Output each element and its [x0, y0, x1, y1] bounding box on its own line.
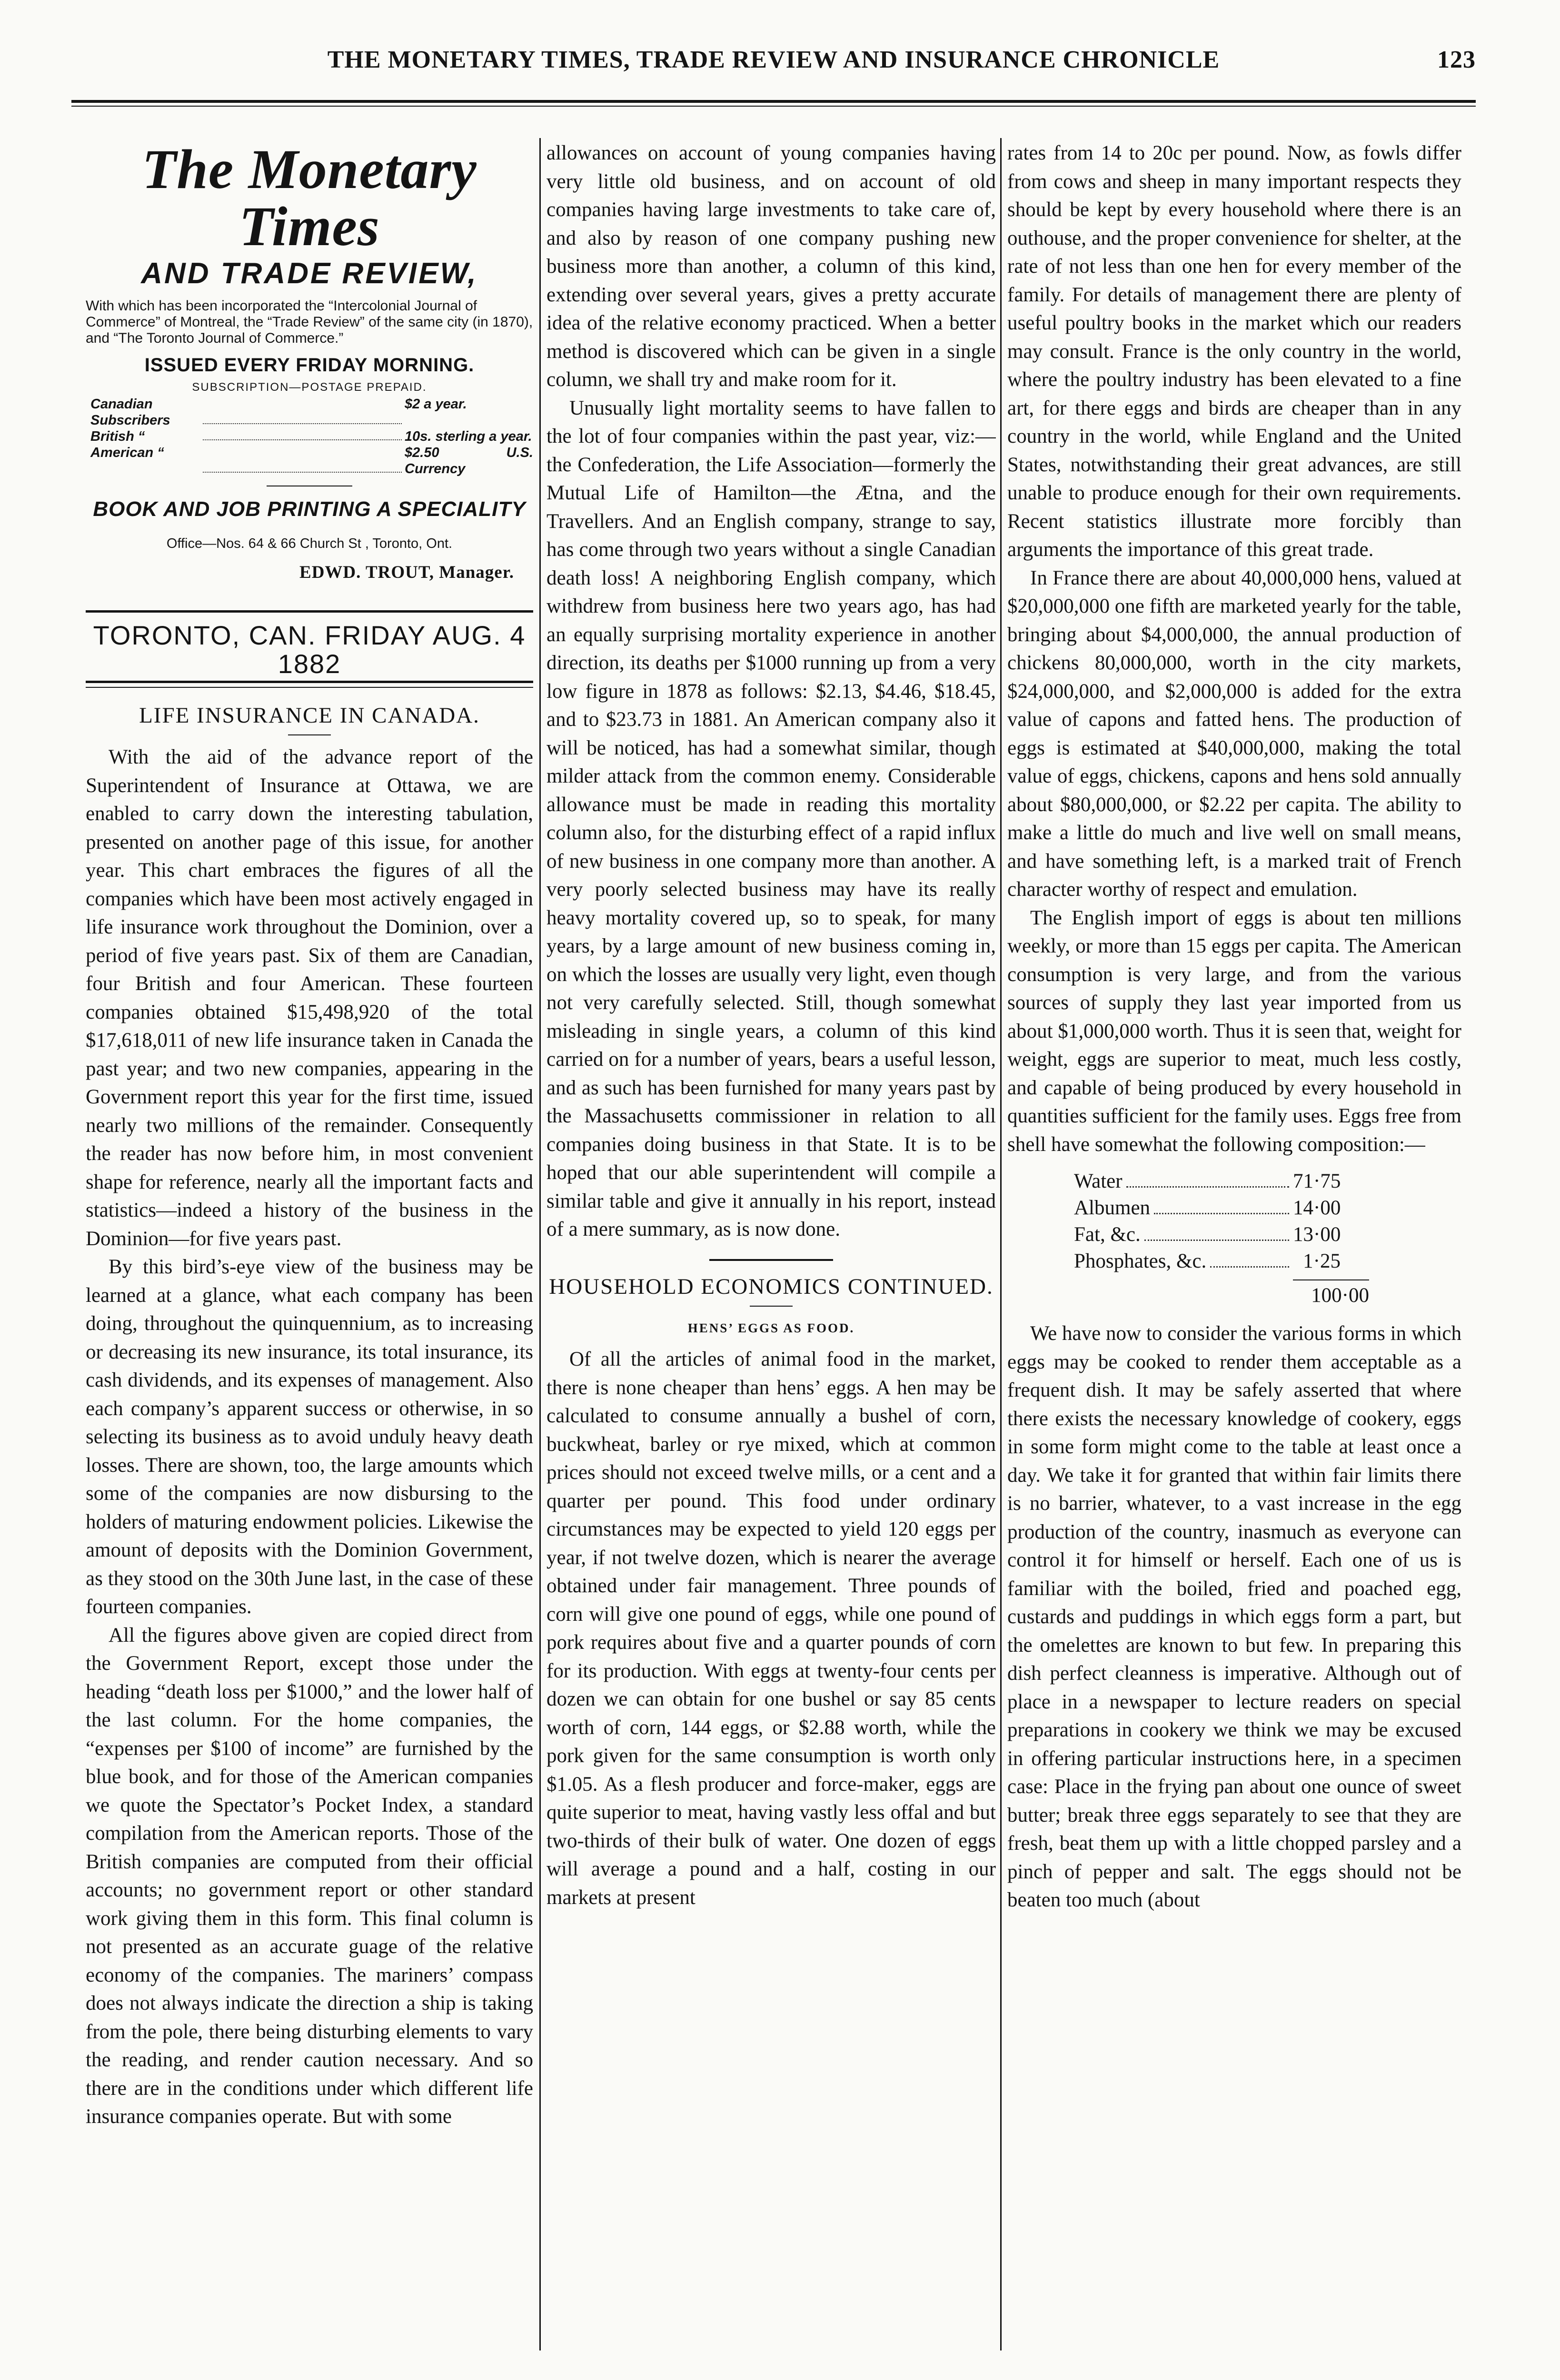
composition-item: Albumen — [1074, 1197, 1151, 1219]
rate-label: Canadian Subscribers — [90, 396, 170, 428]
book-job-printing: BOOK AND JOB PRINTING A SPECIALITY — [93, 497, 526, 521]
article-subheading: HENS’ EGGS AS FOOD. — [687, 1320, 855, 1335]
issued-notice: ISSUED EVERY FRIDAY MORNING. — [144, 355, 475, 376]
article-title: LIFE INSURANCE IN CANADA. — [139, 703, 480, 728]
rate-row — [90, 396, 533, 428]
dateline-rule-bottom — [86, 681, 533, 683]
rate-value: $2.50 U.S. Currency — [405, 445, 533, 476]
office-address: Office—Nos. 64 & 66 Church St , Toronto, Ont. — [166, 536, 453, 551]
running-title: THE MONETARY TIMES, TRADE REVIEW AND INSURANCE CHRONICLE — [327, 46, 1220, 73]
rate-label: British “ — [90, 428, 145, 444]
rate-value: 10s. sterling a year. — [405, 428, 532, 444]
rate-row — [90, 428, 533, 445]
section-divider — [709, 1259, 833, 1261]
column-1 — [86, 139, 533, 2348]
composition-value: 1·25 — [1303, 1250, 1341, 1272]
subscription-heading: SUBSCRIPTION—POSTAGE PREPAID. — [192, 380, 427, 394]
article-paragraph: In France there are about 40,000,000 hens, valued at $20,000,000 one fifth are marketed yearly for the table, bringing about $4,000,000, the annual production of chickens 80,000,000, worth in the city markets, $24,000,000, and $2,000,000 is added for the extra value of capons and fatted hens. The production of eggs is estimated at $40,000,000, making the total value of eggs, chickens, capons and hens sold annually about $80,000,000, or $2.22 per capita. The ability to make a little do much and live well on small means, and have something left, is a marked trait of French character worthy of respect and emulation. — [1007, 566, 1461, 901]
header-rule-thin — [71, 106, 1476, 107]
dateline-rule-bottom-thin — [86, 687, 533, 688]
article-paragraph: rates from 14 to 20c per pound. Now, as fowls differ from cows and sheep in many important respects they should be kept by every household where there is an outhouse, and the proper convenience for shelter, at the rate of not less than one hen for every member of the family. For details of management there are plenty of useful poultry books in the market which our readers may consult. France is the only country in the world, where the poultry industry has been elevated to a fine art, for there eggs and birds are cheaper than in any country in the world, while England and the United States, notwithstanding their great advances, are still unable to produce enough for their own requirements. Recent statistics illustrate more forcibly than arguments the importance of this great trade. — [1007, 142, 1461, 561]
column-divider-1 — [539, 138, 541, 2350]
rate-label: American “ — [90, 445, 164, 460]
article-paragraph: With the aid of the advance report of the Superintendent of Insurance at Ottawa, we are enabled to carry down the interesting tabulation, presented on another page of this issue, for another year. This chart embraces the figures of all the companies which have been most actively engaged in life insurance work throughout the Dominion, over a period of five years past. Six of them are Canadian, four British and four American. These fourteen companies obtained $15,498,920 of the total $17,618,011 of new life insurance taken in Canada the past year; and two new companies, appearing in the Government report this year for the first time, issued nearly two millions of the remainder. Consequently the reader has now before him, in most convenient shape for reference, nearly all the important facts and statistics—indeed a history of the business in the Dominion—for five years past. — [86, 746, 533, 1250]
masthead-subtitle: AND TRADE REVIEW, — [141, 257, 478, 290]
rate-row — [90, 445, 533, 477]
dateline-rule-top — [86, 610, 533, 613]
rate-value: $2 a year. — [405, 396, 467, 412]
article-paragraph: The English import of eggs is about ten millions weekly, or more than 15 eggs per capita. The American consumption is very large, and from the various sources of supply they last year imported from us about $1,000,000 worth. Thus it is seen that, weight for weight, eggs are superior to meat, much less costly, and capable of being produced by every household in quantities sufficient for the family uses. Eggs free from shell have somewhat the following composition:— — [1007, 906, 1461, 1156]
egg-composition-table — [1074, 1168, 1369, 1309]
article-paragraph: Of all the articles of animal food in the market, there is none cheaper than hens’ eggs. A hen may be calculated to consume annually a bushel of corn, buckwheat, barley or rye mixed, which at common prices should not exceed twelve mills, or a cent and a quarter per pound. This food under ordinary circumstances may be expected to yield 120 eggs per year, if not twelve dozen, which is nearer the average obtained under fair management. Three pounds of corn will give one pound of eggs, while one pound of pork requires about five and a quarter pounds of corn for its production. With eggs at twenty-four cents per dozen we can obtain for one bushel or say 85 cents worth of corn, 144 eggs, or $2.88 worth, while the pork given for the same consumption is worth only $1.05. As a flesh producer and force-maker, eggs are quite superior to meat, having vastly less offal and but two-thirds of their bulk of water. One dozen of eggs will average a pound and a half, costing in our markets at present — [546, 1348, 996, 1909]
column-2 — [546, 139, 996, 2348]
page-number: 123 — [1437, 46, 1476, 73]
running-header — [71, 46, 1476, 74]
article-title-rule — [750, 1306, 793, 1307]
masthead — [86, 141, 533, 688]
masthead-title: The Monetary Times — [142, 139, 477, 258]
manager-name: EDWD. TROUT, Manager. — [299, 562, 514, 582]
article-paragraph: By this bird’s-eye view of the business may be learned at a glance, what each company has been doing, throughout the quinquennium, as to increasing or decreasing its new insurance, its total insurance, its cash dividends, and its expenses of management. Also each company’s apparent success or otherwise, in so selecting its business as to avoid unduly heavy death losses. There are shown, too, the large amounts which some of the companies are now disbursing to the holders of maturing endowment policies. Likewise the amount of deposits with the Dominion Government, as they stood on the 30th June last, in the case of these fourteen companies. — [86, 1256, 533, 1618]
article-paragraph: We have now to consider the various forms in which eggs may be cooked to render them acceptable as a frequent dish. It may be safely asserted that where there exists the necessary knowledge of cookery, eggs in some form might come to the table at least once a day. We take it for granted that within fair limits there is no barrier, whatever, to a vast increase in the egg production of the country, inasmuch as everyone can control it for himself or herself. Each one of us is familiar with the boiled, fried and poached egg, custards and puddings in which eggs form a part, but the omelettes are known to but few. In preparing this dish perfect cleanness is imperative. Although out of place in a newspaper to lecture readers on special preparations in cookery we think we may be excused in offering particular instructions here, in a specimen case: Place in the frying pan about one ounce of sweet butter; break three eggs separately to see that they are fresh, beat them up with a little chopped parsley and a pinch of pepper and salt. The eggs should not be beaten too much (about — [1007, 1322, 1461, 1911]
composition-value: 14·00 — [1293, 1197, 1341, 1219]
article-title: HOUSEHOLD ECONOMICS CONTINUED. — [549, 1274, 994, 1299]
incorporation-note: With which has been incorporated the “Intercolonial Journal of Commerce” of Montreal, the “Trade Review” of the same city (in 1870), and “The Toronto Journal of Commerce.” — [86, 298, 533, 346]
column-divider-2 — [1000, 138, 1002, 2350]
article-paragraph: All the figures above given are copied direct from the Government Report, except those under the heading “death loss per $1000,” and the lower half of the last column. For the home companies, the “expenses per $100 of income” are furnished by the blue book, and for those of the American companies we quote the Spectator’s Pocket Index, a standard compilation from the American reports. Those of the British companies are computed from their official accounts; no government report or other standard work giving them in this form. This final column is not presented as an accurate guage of the relative economy of the companies. The mariners’ compass does not always indicate the direction a ship is taking from the pole, there being disturbing elements to vary the reading, and render caution necessary. And so there are in the conditions under which different life insurance companies operate. But with some — [86, 1624, 533, 2128]
article-paragraph: allowances on account of young companies having very little old business, and on account of old companies having large investments to take care of, and also by reason of one company pushing new business more than another, a column of this kind, extending over several years, gives a pretty accurate idea of the relative economy practiced. When a better method is discovered which can be given in a single column, we shall try and make room for it. — [546, 142, 996, 391]
article-paragraph: Unusually light mortality seems to have fallen to the lot of four companies within the past year, viz:—the Confederation, the Life Association—formerly the Mutual Life of Hamilton—the Ætna, and the Travellers. And an English company, strange to say, has come through two years without a single Canadian death loss! A neighboring English company, which withdrew from business here two years ago, has had an equally surprising mortality experience in another direction, its deaths per $1000 running up from a very low figure in 1878 as follows: $2.13, $4.46, $18.45, and to $23.73 in 1881. An American company also it will be noticed, has had a somewhat similar, though milder attack from the common enemy. Considerable allowance must be made in reading this mortality column also, for the disturbing effect of a rapid influx of new business in one company more than another. A very poorly selected business may have its really heavy mortality covered up, so to speak, for many years, by a large amount of new business coming in, on which the losses are usually very light, even though not very carefully selected. Still, though somewhat misleading in single years, a column of this kind carried on for a number of years, bears a useful lesson, and as such has been furnished for many years past by the Massachusetts commissioner in relation to all companies doing business in that State. It is to be hoped that our able superintendent will compile a similar table and give it annually in his report, instead of a mere summary, as is now done. — [546, 397, 996, 1240]
composition-value: 71·75 — [1293, 1170, 1341, 1192]
composition-item: Water — [1074, 1170, 1123, 1192]
column-3 — [1007, 139, 1461, 2348]
article-title-rule — [288, 734, 331, 735]
composition-value: 13·00 — [1293, 1223, 1341, 1246]
composition-item: Phosphates, &c. — [1074, 1250, 1207, 1272]
composition-total: 100·00 — [1293, 1279, 1369, 1309]
subscription-rates — [90, 396, 533, 477]
header-rule — [71, 100, 1476, 103]
dateline: TORONTO, CAN. FRIDAY AUG. 4 1882 — [93, 620, 526, 679]
table-row — [1074, 1221, 1341, 1248]
table-row — [1074, 1248, 1341, 1275]
table-row — [1074, 1168, 1341, 1195]
composition-item: Fat, &c. — [1074, 1223, 1141, 1246]
table-row — [1074, 1195, 1341, 1221]
